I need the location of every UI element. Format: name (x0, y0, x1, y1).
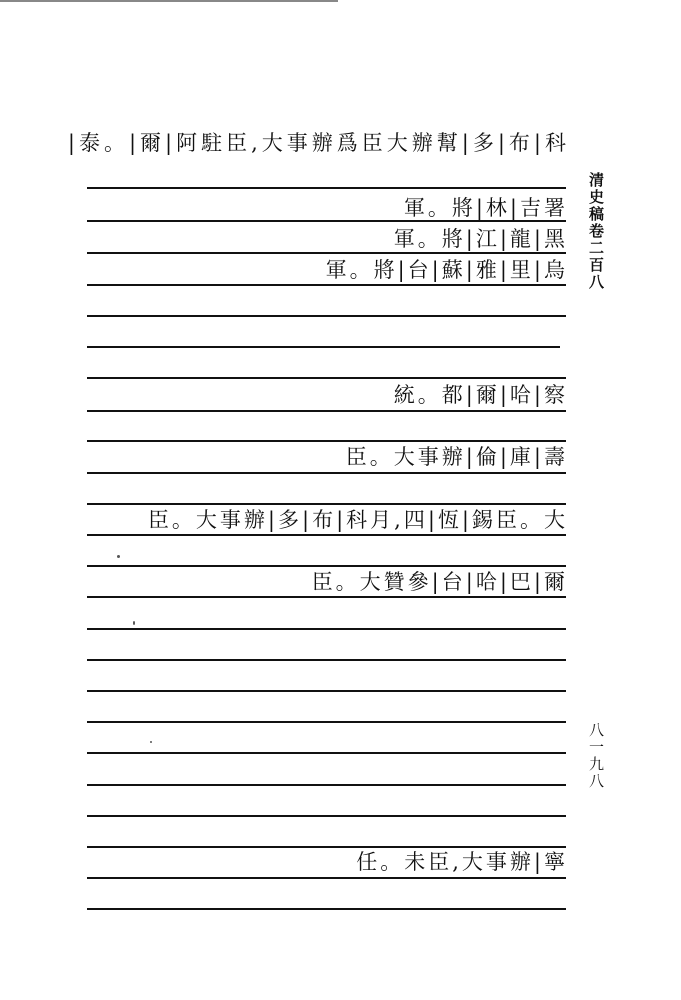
table-rule (87, 784, 566, 786)
top-edge-line (0, 0, 338, 2)
table-rule (87, 721, 566, 723)
table-rule (87, 815, 566, 817)
table-row-text: 臣。大事辦|倫|庫|壽 (345, 445, 568, 469)
scan-speck (117, 555, 120, 558)
scan-speck (150, 741, 152, 743)
table-row-text: 臣。大贊參|台|哈|巴|爾 (311, 570, 568, 594)
table-rule (87, 410, 566, 412)
table-rule (87, 752, 566, 754)
side-page-number: 八一九八 (587, 722, 605, 790)
table-rule (87, 628, 566, 630)
side-book-title: 清史稿卷二百八 (587, 172, 605, 291)
table-row-text: 軍。將|林|吉署 (403, 196, 568, 220)
table-row-text: 統。都|爾|哈|察 (393, 383, 568, 407)
table-rule (87, 690, 566, 692)
table-row-text: 軍。將|江|龍|黑 (393, 227, 568, 251)
table-row-text: 臣。大事辦|多|布|科月,四|恆|錫臣。大 (147, 508, 568, 532)
table-rule (87, 377, 566, 379)
table-row-text: 任。未臣,大事辦|寧 (356, 850, 568, 874)
table-rule (87, 315, 566, 317)
table-rule (87, 472, 566, 474)
table-rule (87, 659, 566, 661)
table-rule (87, 908, 566, 910)
scan-speck (133, 621, 135, 625)
table-rule (87, 877, 566, 879)
table-row-text: |泰。|爾|阿駐臣,大事辦爲臣大辦幫|多|布|科 (67, 131, 570, 155)
table-rule (87, 346, 560, 348)
table-rule (87, 187, 566, 189)
table-row-text: 軍。將|台|蘇|雅|里|烏 (325, 258, 568, 282)
